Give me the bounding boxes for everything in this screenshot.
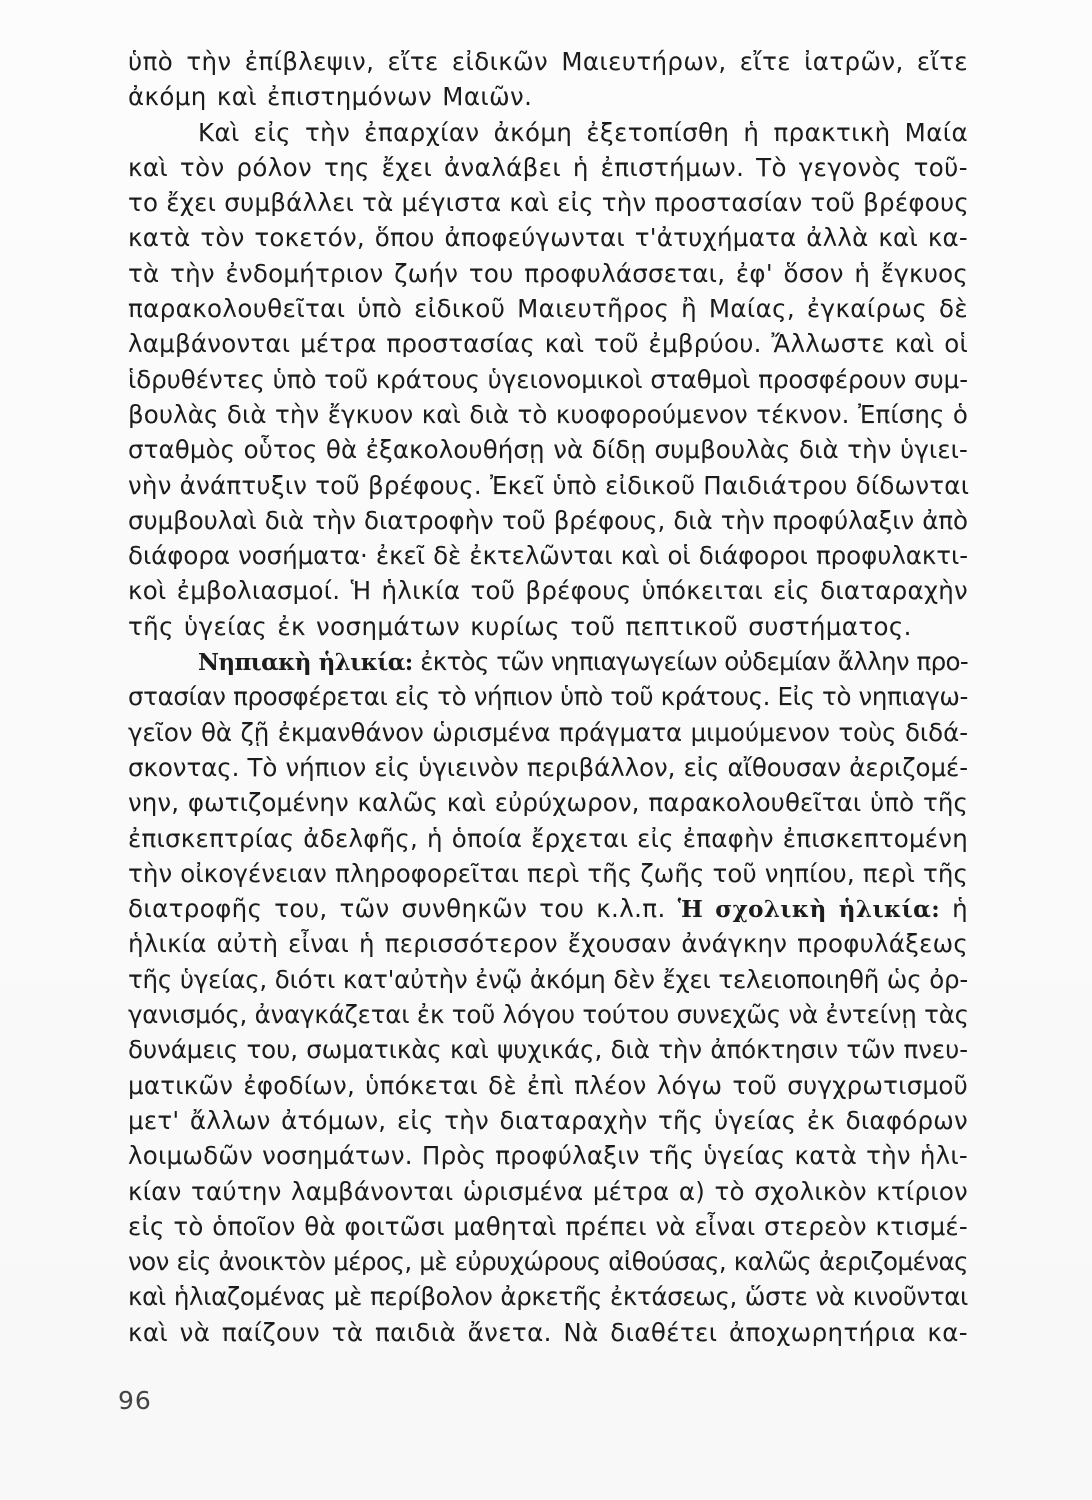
- text-line: τὴν οἰκογένειαν πληροφορεῖται περὶ τῆς ζωῆς τοῦ νηπίου, περὶ τῆς: [128, 858, 968, 888]
- text-line: [128, 644, 968, 679]
- text-line: μετ' ἄλλων ἀτόμων, εἰς τὴν διαταραχὴν τῆς ὑγείας ἐκ διαφόρων: [128, 1105, 968, 1135]
- text-line: εἰς τὸ ὁποῖον θὰ φοιτῶσι μαθηταὶ πρέπει νὰ εἶναι στερεὸν κτισμέ-: [128, 1211, 968, 1241]
- section-heading-school-age: Ἡ σχολικὴ ἡλικία:: [677, 896, 941, 924]
- text-line: τῆς ὑγείας, διότι κατ'αὐτὴν ἐνῷ ἀκόμη δὲν ἔχει τελειοποιηθῆ ὡς ὀρ-: [128, 964, 968, 994]
- text-line: δυνάμεις του, σωματικὰς καὶ ψυχικάς, διὰ τὴν ἀπόκτησιν τῶν πνευ-: [128, 1035, 968, 1065]
- text-fragment: ἡ: [952, 894, 968, 924]
- text-line: παρακολουθεῖται ὑπὸ εἰδικοῦ Μαιευτῆρος ἢ Μαίας, ἐγκαίρως δὲ: [128, 294, 968, 324]
- text-line: γεῖον θὰ ζῇ ἐκμανθάνον ὡρισμένα πράγματα μιμούμενον τοὺς διδά-: [128, 717, 968, 747]
- text-line: τὰ τὴν ἐνδομήτριον ζωήν του προφυλάσσεται, ἐφ' ὅσον ἡ ἔγκυος: [128, 258, 968, 288]
- text-fragment: ἐκτὸς τῶν νηπιαγωγείων οὐδεμίαν ἄλλην προ-: [420, 647, 969, 677]
- text-line: συμβουλαὶ διὰ τὴν διατροφὴν τοῦ βρέφους, διὰ τὴν πρoφύλαξιν ἀπὸ: [128, 505, 968, 535]
- text-line: νὴν ἀνάπτυξιν τοῦ βρέφους. Ἐκεῖ ὑπὸ εἰδικοῦ Παιδιάτρου δίδωνται: [128, 470, 970, 500]
- text-line: καὶ τὸν ρόλον της ἔχει ἀναλάβει ἡ ἐπιστήμων. Τὸ γεγονὸς τοῦ-: [128, 152, 968, 182]
- text-line: Καὶ εἰς τὴν ἐπαρχίαν ἀκόμη ἐξετοπίσθη ἡ πρακτικὴ Μαία: [198, 117, 968, 147]
- text-line: διάφορα νοσήματα· ἐκεῖ δὲ ἐκτελῶνται καὶ οἱ διάφοροι προφυλακτι-: [128, 541, 968, 571]
- section-heading-infant-age: Νηπιακὴ ἡλικία:: [198, 649, 413, 677]
- text-line: σκοντας. Τὸ νήπιον εἰς ὑγιεινὸν περιβάλλον, εἰς αἴθουσαν ἀεριζομέ-: [128, 752, 968, 782]
- text-line: νον εἰς ἀνοικτὸν μέρος, μὲ εὐρυχώρους αἰθούσας, καλῶς ἀεριζομένας: [128, 1247, 968, 1277]
- text-line: λαμβάνονται μέτρα προστασίας καὶ τοῦ ἐμβρύου. Ἄλλωστε καὶ οἱ: [128, 329, 968, 359]
- text-line: σταθμὸς οὗτος θὰ ἐξακολουθήσῃ νὰ δίδῃ συμβουλὰς διὰ τὴν ὑγιει-: [128, 435, 968, 465]
- text-line: κοὶ ἐμβολιασμοί. Ἡ ἡλικία τοῦ βρέφους ὑπόκειται εἰς διαταραχὴν: [128, 576, 968, 606]
- text-line: καὶ νὰ παίζουν τὰ παιδιὰ ἄνετα. Νὰ διαθέτει ἀποχωρητήρια κα-: [128, 1317, 968, 1347]
- text-line: κίαν ταύτην λαμβάνονται ὡρισμένα μέτρα α) τὸ σχολικὸν κτίριον: [128, 1176, 968, 1206]
- page-number: 96: [118, 1386, 152, 1415]
- text-line: κατὰ τὸν τοκετόν, ὅπου ἀποφεύγωνται τ'ἀτυχήματα ἀλλὰ καὶ κα-: [128, 223, 968, 253]
- text-line: στασίαν προσφέρεται εἰς τὸ νήπιον ὑπὸ τοῦ κράτους. Εἰς τὸ νηπιαγω-: [128, 682, 968, 712]
- text-fragment: διατροφῆς του, τῶν συνθηκῶν του κ.λ.π.: [128, 894, 666, 924]
- text-line: καὶ ἡλιαζομένας μὲ περίβολον ἀρκετῆς ἐκτάσεως, ὥστε νὰ κινοῦνται: [128, 1282, 968, 1312]
- text-line: νην, φωτιζομένην καλῶς καὶ εὐρύχωρον, παρακολουθεῖται ὑπὸ τῆς: [128, 788, 968, 818]
- text-line: γανισμός, ἀναγκάζεται ἐκ τοῦ λόγου τούτου συνεχῶς νὰ ἐντείνῃ τὰς: [128, 1000, 969, 1030]
- text-line: [128, 891, 968, 926]
- text-line: ματικῶν ἐφοδίων, ὑπόκεται δὲ ἐπὶ πλέον λόγω τοῦ συγχρωτισμοῦ: [128, 1070, 968, 1100]
- text-line: βουλὰς διὰ τὴν ἔγκυον καὶ διὰ τὸ κυοφορούμενον τέκνον. Ἐπίσης ὁ: [128, 399, 968, 429]
- text-line: ἡλικία αὐτὴ εἶναι ἡ περισσότερον ἔχουσαν ἀνάγκην προφυλάξεως: [128, 929, 968, 959]
- text-line: λοιμωδῶν νοσημάτων. Πρὸς προφύλαξιν τῆς ὑγείας κατὰ τὴν ἡλι-: [128, 1141, 968, 1171]
- text-line: ὑπὸ τὴν ἐπίβλεψιν, εἴτε εἰδικῶν Μαιευτήρων, εἴτε ἰατρῶν, εἴτε: [128, 47, 968, 76]
- text-line: ἐπισκεπτρίας ἀδελφῆς, ἡ ὁποία ἔρχεται εἰς ἐπαφὴν ἐπισκεπτομένη: [128, 823, 968, 853]
- body-text: [128, 44, 968, 1350]
- text-line: ἀκόμη καὶ ἐπιστημόνων Μαιῶν.: [128, 82, 533, 112]
- text-line: το ἔχει συμβάλλει τὰ μέγιστα καὶ εἰς τὴν προστασίαν τοῦ βρέφους: [128, 188, 970, 218]
- text-line: τῆς ὑγείας ἐκ νοσημάτων κυρίως τοῦ πεπτικοῦ συστήματος.: [128, 611, 912, 641]
- text-line: ἱδρυθέντες ὑπὸ τοῦ κράτους ὑγειονομικοὶ σταθμοὶ προσφέρουν συμ-: [128, 364, 968, 394]
